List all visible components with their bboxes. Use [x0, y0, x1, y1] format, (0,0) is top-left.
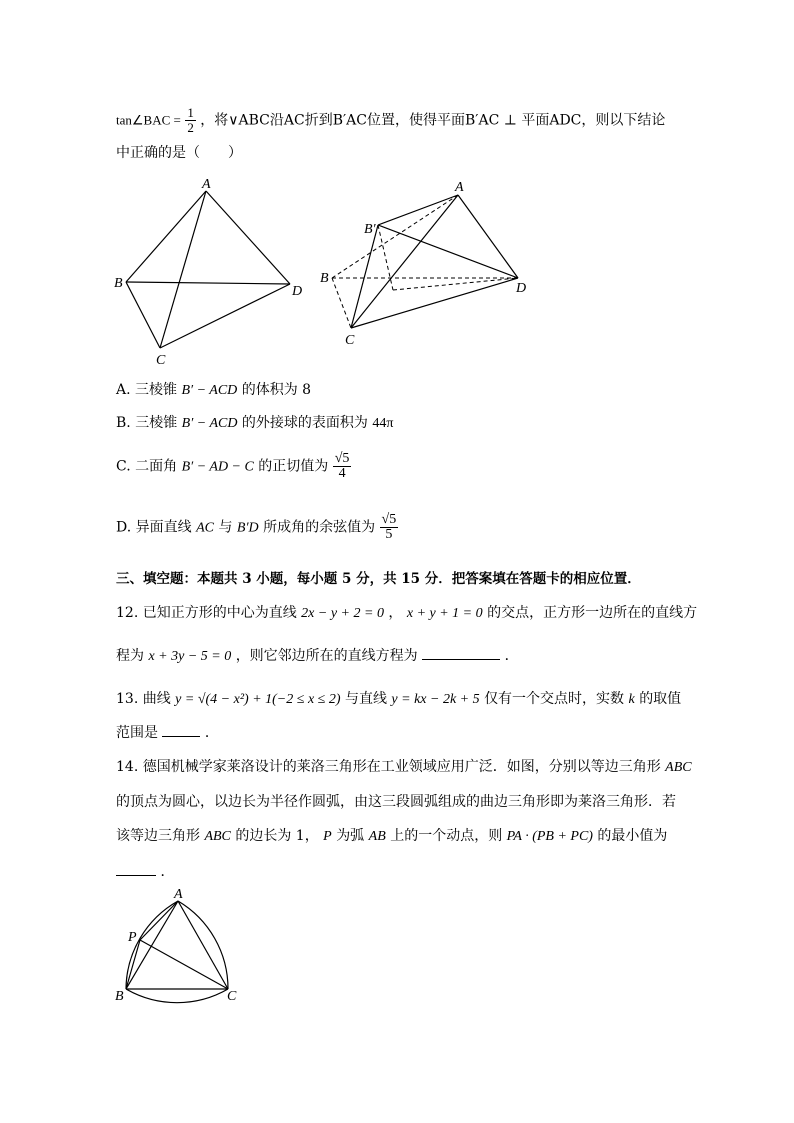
q14-text-e: 上的一个动点，则 — [390, 828, 503, 844]
q12-eq2: x + y + 1 = 0 — [406, 606, 483, 621]
option-a-expr: B′ − ACD — [181, 383, 238, 398]
q14-line-2: 的顶点为圆心，以边长为半径作圆弧，由这三段圆弧组成的曲边三角形即为莱洛三角形．若 — [116, 794, 676, 810]
figure-quadrilateral — [108, 172, 318, 372]
tan-expression: tan∠BAC = — [116, 112, 181, 128]
edge-ad — [458, 195, 518, 278]
dashed-b1-foot — [378, 225, 393, 290]
option-b-value: 44π — [372, 416, 394, 431]
option-d-mid: 与 — [218, 519, 233, 536]
q14-text-c: 的边长为 1， — [235, 828, 319, 844]
q14-line-4 — [116, 862, 174, 882]
q12-answer-blank[interactable] — [422, 659, 500, 660]
q14-p: P — [323, 829, 332, 844]
q14-end: ． — [160, 864, 175, 880]
q14-line-1 — [116, 757, 692, 778]
option-c-fraction — [333, 452, 352, 481]
q13-text-e: 范围是 — [116, 725, 158, 741]
q13-text-b: 与直线 — [344, 691, 387, 707]
q13-text-d: 的取值 — [639, 691, 682, 707]
tan-numerator: 1 — [187, 105, 194, 120]
option-a-prefix: A. 三棱锥 — [116, 382, 178, 398]
edge-ad — [206, 191, 290, 284]
option-d-denominator: 5 — [385, 527, 393, 542]
q12-text-c: 程为 — [116, 648, 144, 664]
diagonal-ac — [160, 191, 206, 348]
q13-line-1 — [116, 689, 681, 710]
tan-denominator: 2 — [187, 120, 194, 135]
segment-pc — [140, 940, 228, 989]
tan-fraction — [185, 106, 196, 135]
q14-line-3 — [116, 826, 667, 847]
label-a: A — [174, 887, 183, 902]
option-d-suffix: 所成角的余弦值为 — [263, 519, 376, 536]
label-b: B — [114, 276, 123, 291]
option-c-numerator: √5 — [334, 451, 350, 466]
label-b-prime: B′ — [364, 222, 376, 237]
label-a: A — [202, 177, 211, 192]
side-ac — [178, 901, 228, 989]
option-d-prefix: D. 异面直线 — [116, 519, 192, 536]
segment-pb — [126, 940, 140, 989]
option-b-expr: B′ − ACD — [181, 416, 238, 431]
option-a-suffix: 的体积为 8 — [241, 382, 312, 398]
q13-text-c: 仅有一个交点时，实数 — [484, 691, 625, 707]
q12-eq1: 2x − y + 2 = 0 — [301, 606, 384, 621]
q12-eq3: x + 3y − 5 = 0 — [148, 649, 232, 664]
option-d-fraction — [380, 513, 399, 542]
q14-text-a: 14. 德国机械学家莱洛设计的莱洛三角形在工业领域应用广泛．如图，分别以等边三角形 — [116, 759, 661, 775]
q13-text-a: 13. 曲线 — [116, 691, 171, 707]
option-c — [116, 452, 351, 481]
q13-line-eq: y = kx − 2k + 5 — [391, 692, 480, 707]
label-d: D — [516, 281, 527, 296]
intro-line-1 — [116, 106, 665, 135]
q12-sep: ， — [388, 605, 403, 621]
edge-b1c — [351, 225, 378, 328]
q13-line-2 — [116, 723, 219, 743]
option-a — [116, 380, 311, 401]
edge-bc — [126, 282, 160, 348]
option-d — [116, 513, 398, 542]
section-3-heading: 三、填空题：本题共 3 小题，每小题 5 分，共 15 分．把答案填在答题卡的相应位置． — [116, 571, 641, 587]
intro-text: ，将∨ABC沿AC折到B′AC位置，使得平面B′AC ⊥ 平面ADC，则以下结论 — [200, 112, 666, 129]
option-c-expr: B′ − AD − C — [181, 459, 254, 475]
label-p: P — [128, 930, 137, 945]
q13-answer-blank[interactable] — [162, 736, 200, 737]
option-c-suffix: 的正切值为 — [258, 458, 329, 475]
label-a: A — [455, 180, 464, 195]
q13-end: ． — [204, 725, 219, 741]
edge-cd — [351, 278, 518, 328]
arc-bc — [126, 989, 228, 1003]
q12-text-a: 12. 已知正方形的中心为直线 — [116, 605, 297, 621]
dashed-ba — [332, 195, 458, 278]
label-c: C — [156, 353, 166, 368]
figure-folded-pyramid — [315, 176, 535, 350]
q12-end: ． — [504, 648, 519, 664]
edge-cd — [160, 284, 290, 348]
q14-ab: AB — [368, 829, 386, 844]
option-c-denominator: 4 — [338, 466, 346, 481]
option-b-suffix: 的外接球的表面积为 — [241, 415, 368, 431]
q12-line-1 — [116, 603, 697, 624]
edge-b1d — [378, 225, 518, 278]
q13-curve: y = √(4 − x²) + 1(−2 ≤ x ≤ 2) — [175, 692, 341, 707]
option-d-numerator: √5 — [381, 512, 397, 527]
side-ab — [126, 901, 178, 989]
option-d-expr2: B′D — [236, 520, 259, 536]
option-b-prefix: B. 三棱锥 — [116, 415, 178, 431]
label-b: B — [320, 271, 329, 286]
diagonal-bd — [126, 282, 290, 284]
option-d-expr1: AC — [196, 520, 214, 536]
figure-reuleaux-triangle — [108, 882, 248, 1008]
q14-abc-2: ABC — [204, 829, 231, 844]
dashed-bc — [332, 278, 351, 328]
intro-line-2: 中正确的是（ ） — [116, 145, 242, 161]
q12-text-b: 的交点，正方形一边所在的直线方 — [487, 605, 698, 621]
label-b: B — [115, 989, 124, 1004]
label-c: C — [227, 989, 237, 1004]
option-c-prefix: C. 二面角 — [116, 458, 178, 475]
option-b — [116, 413, 393, 434]
q14-text-f: 的最小值为 — [597, 828, 668, 844]
q12-text-d: ，则它邻边所在的直线方程为 — [235, 648, 418, 664]
q14-answer-blank[interactable] — [116, 875, 156, 876]
edge-ab — [126, 191, 206, 282]
q14-abc-1: ABC — [665, 760, 692, 775]
label-d: D — [292, 284, 303, 299]
label-c: C — [345, 333, 355, 348]
q13-k: k — [628, 692, 635, 707]
q14-dot-expr: PA · (PB + PC) — [506, 829, 593, 844]
q14-text-b: 该等边三角形 — [116, 828, 200, 844]
q14-text-d: 为弧 — [336, 828, 365, 844]
q12-line-2 — [116, 646, 519, 667]
